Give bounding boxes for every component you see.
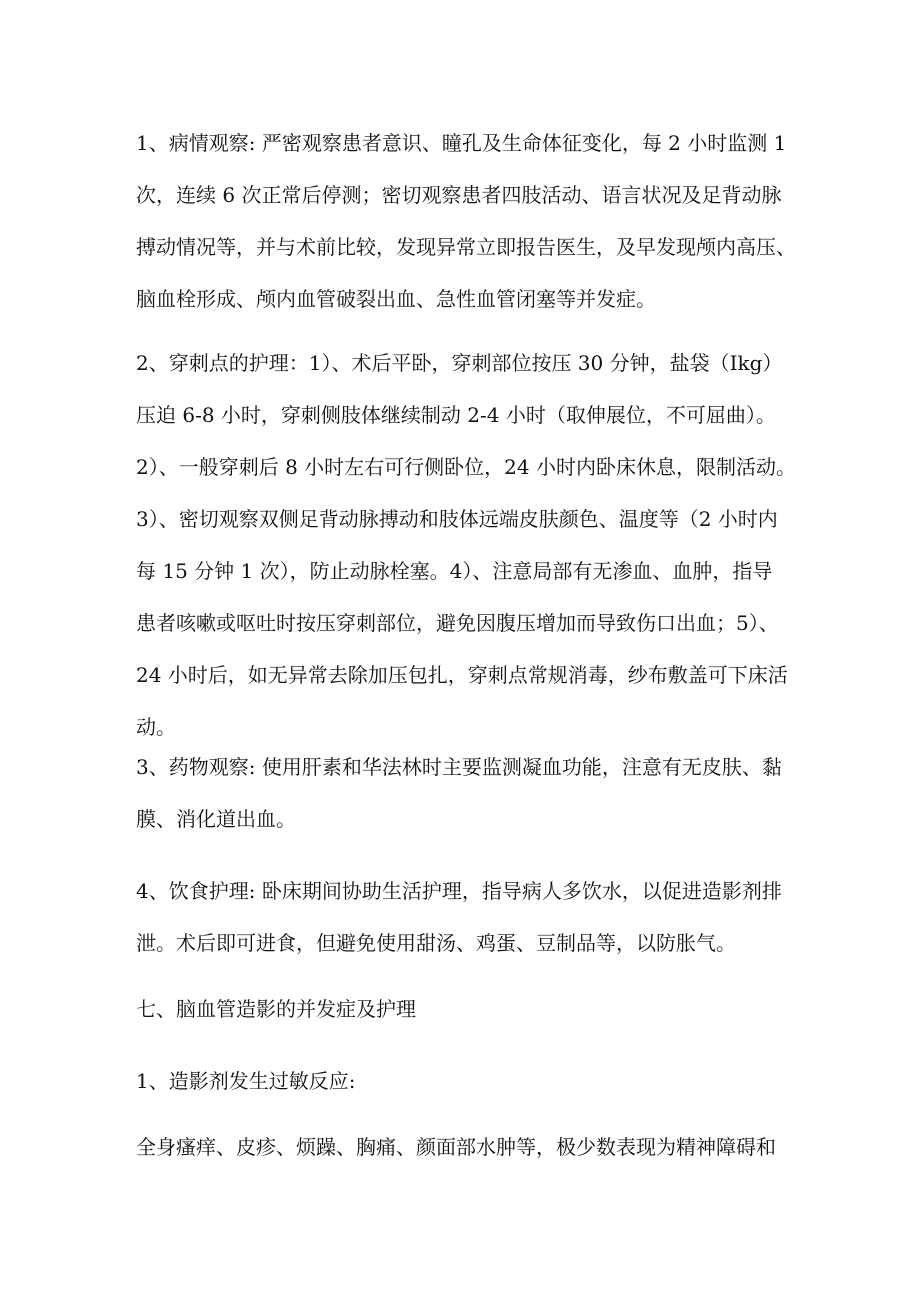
text-line: 搏动情况等，并与术前比较，发现异常立即报告医生，及早发现颅内高压、 bbox=[136, 235, 796, 259]
text-line: 患者咳嗽或呕吐时按压穿刺部位，避免因腹压增加而导致伤口出血；5）、 bbox=[136, 611, 779, 635]
text-line: 膜、消化道出血。 bbox=[136, 807, 296, 831]
paragraph-diet-care bbox=[136, 874, 796, 960]
text-line: 3）、密切观察双侧足背动脉搏动和肢体远端皮肤颜色、温度等（2 小时内 bbox=[136, 507, 778, 531]
text-line: 泄。术后即可进食，但避免使用甜汤、鸡蛋、豆制品等，以防胀气。 bbox=[136, 931, 736, 955]
text-line: 4、饮食护理: 卧床期间协助生活护理，指导病人多饮水，以促进造影剂排 bbox=[136, 879, 782, 903]
text-line: 24 小时后，如无异常去除加压包扎，穿刺点常规消毒，纱布敷盖可下床活 bbox=[136, 663, 788, 687]
text-line: 2）、一般穿刺后 8 小时左右可行侧卧位，24 小时内卧床休息，限制活动。 bbox=[136, 455, 796, 479]
subsection-heading: 1、造影剂发生过敏反应: bbox=[136, 1069, 356, 1093]
text-line: 每 15 分钟 1 次），防止动脉栓塞。4）、注意局部有无渗血、血肿，指导 bbox=[136, 559, 773, 583]
paragraph-allergy-symptoms bbox=[136, 1130, 796, 1164]
paragraph-drug-observation bbox=[136, 750, 796, 836]
paragraph-condition-observation bbox=[136, 126, 796, 316]
section-heading: 七、脑血管造影的并发症及护理 bbox=[136, 997, 416, 1021]
text-line: 2、穿刺点的护理：1）、术后平卧，穿刺部位按压 30 分钟，盐袋（Ikg） bbox=[136, 351, 783, 375]
text-line: 压迫 6-8 小时，穿刺侧肢体继续制动 2-4 小时（取伸展位，不可屈曲）。 bbox=[136, 403, 776, 427]
text-line: 脑血栓形成、颅内血管破裂出血、急性血管闭塞等并发症。 bbox=[136, 287, 656, 311]
text-line: 1、病情观察: 严密观察患者意识、瞳孔及生命体征变化，每 2 小时监测 1 bbox=[136, 131, 787, 155]
text-line: 3、药物观察: 使用肝素和华法林时主要监测凝血功能，注意有无皮肤、黏 bbox=[136, 755, 782, 779]
text-line: 次，连续 6 次正常后停测；密切观察患者四肢活动、语言状况及足背动脉 bbox=[136, 183, 782, 207]
text-line: 动。 bbox=[136, 715, 176, 739]
text-line: 全身瘙痒、皮疹、烦躁、胸痛、颜面部水肿等，极少数表现为精神障碍和 bbox=[136, 1135, 776, 1159]
paragraph-puncture-care bbox=[136, 346, 796, 744]
